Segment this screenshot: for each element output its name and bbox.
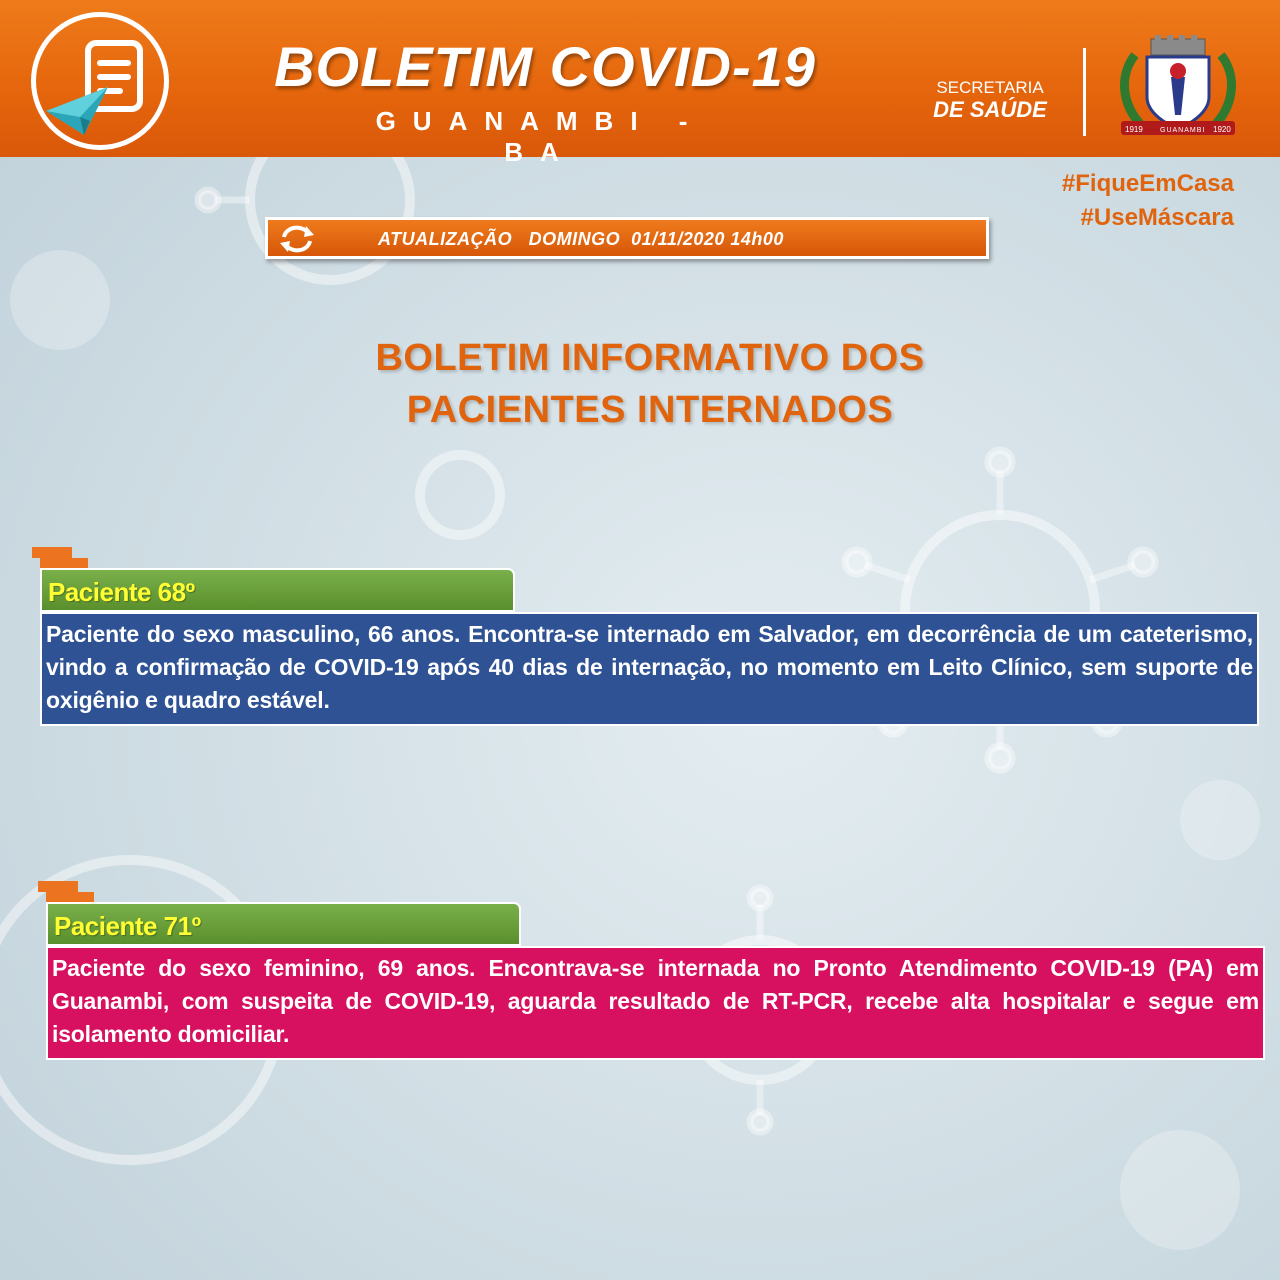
secretaria-name: DE SAÚDE — [933, 97, 1047, 122]
patient-tab-decoration — [32, 547, 72, 558]
hashtag-use-mascara: #UseMáscara — [1080, 204, 1234, 231]
crest-year-right: 1920 — [1213, 125, 1231, 134]
crest-city-name: GUANAMBI — [1160, 127, 1206, 134]
bulletin-logo — [31, 12, 169, 150]
update-bar — [265, 217, 989, 259]
document-paper-plane-icon — [36, 17, 164, 145]
patient-label — [40, 568, 515, 612]
secretaria-label: SECRETARIA — [936, 78, 1044, 97]
city-coat-of-arms-icon — [1115, 35, 1241, 137]
hashtag-fique-em-casa: #FiqueEmCasa — [1061, 170, 1234, 197]
page-subtitle: GUANAMBI - BA — [375, 106, 705, 167]
header-divider — [1083, 48, 1086, 136]
section-heading-line2: PACIENTES INTERNADOS — [406, 389, 894, 431]
patient-label-text: Paciente 71º — [54, 911, 201, 941]
update-timestamp: ATUALIZAÇÃO DOMINGO 01/11/2020 14h00 — [378, 229, 784, 249]
patient-tab-decoration — [38, 881, 78, 892]
patient-description: Paciente do sexo masculino, 66 anos. Encontra-se internado em Salvador, em decorrência de um cateterismo, vindo a confirmação de COVID-19 após 40 dias de internação, no momento em Leito Clínico, sem suporte de oxigênio e quadro estável. — [40, 612, 1259, 726]
patient-label-text: Paciente 68º — [48, 577, 195, 607]
page-title: BOLETIM COVID-19 — [274, 35, 816, 98]
section-heading — [290, 332, 1010, 436]
crest-year-left: 1919 — [1125, 125, 1143, 134]
patient-label — [46, 902, 521, 946]
header-banner — [0, 0, 1280, 167]
patient-description: Paciente do sexo feminino, 69 anos. Encontrava-se internada no Pronto Atendimento COVID-19 (PA) em Guanambi, com suspeita de COVID-19, aguarda resultado de RT-PCR, recebe alta hospitalar e segue em isolamento domiciliar. — [46, 946, 1265, 1060]
section-heading-line1: BOLETIM INFORMATIVO DOS — [375, 337, 925, 379]
refresh-icon — [276, 223, 318, 255]
